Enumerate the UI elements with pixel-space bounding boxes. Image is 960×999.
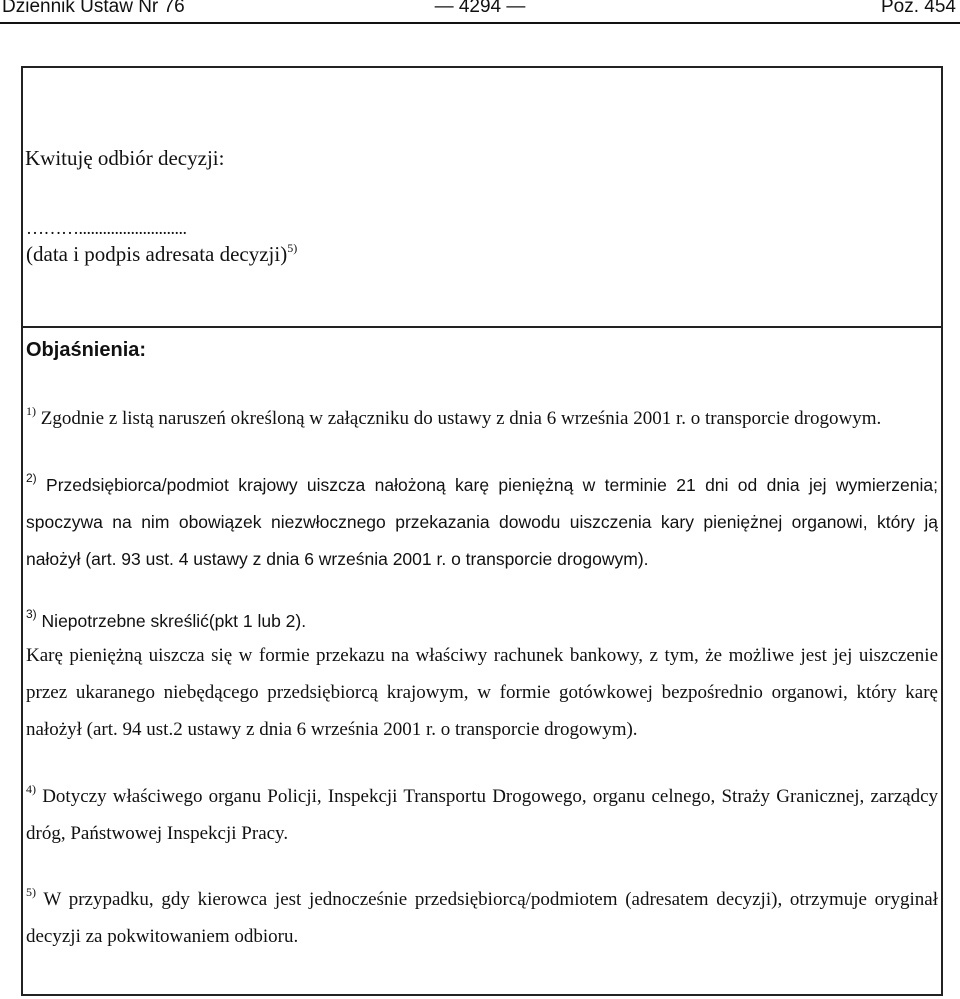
position-number: Poz. 454 — [881, 0, 956, 17]
journal-title: Dziennik Ustaw Nr 76 — [2, 0, 185, 17]
note-1-text: Zgodnie z listą naruszeń określoną w załączniku do ustawy z dnia 6 września 2001 r. o transporcie drogowym. — [40, 408, 882, 429]
note-2-ref: 2) — [26, 471, 37, 485]
note-4-text: Dotyczy właściwego organu Policji, Inspekcji Transportu Drogowego, organu celnego, Straży Granicznej, zarządcy dróg, Państwowej Inspekcji Pracy. — [26, 786, 938, 844]
signature-label-text: (data i podpis adresata decyzji) — [26, 242, 288, 266]
page-header — [0, 0, 960, 24]
note-3 — [26, 603, 938, 640]
note-4-ref: 4) — [26, 782, 36, 796]
note-2 — [26, 467, 938, 578]
note-5 — [26, 881, 938, 955]
explanations-title: Objaśnienia: — [26, 339, 147, 361]
section-divider — [21, 326, 943, 328]
page-number: — 4294 — — [434, 0, 526, 17]
note-5-ref: 5) — [26, 885, 36, 899]
receipt-title: Kwituję odbiór decyzji: — [25, 146, 225, 170]
note-1 — [26, 400, 938, 437]
note-2-text: Przedsiębiorca/podmiot krajowy uiszcza nałożoną karę pieniężną w terminie 21 dni od dnia jej wymierzenia; spoczywa na nim obowiązek niezwłocznego przekazania dowodu uiszczenia kary pieniężnej organowi, który ją nałożył (art. 93 ust. 4 ustawy z dnia 6 września 2001 r. o transporcie drogowym). — [26, 475, 938, 569]
note-3-ref: 3) — [26, 607, 37, 621]
note-3-text: Niepotrzebne skreślić(pkt 1 lub 2). — [41, 611, 307, 631]
footnote-ref: 5) — [287, 241, 298, 255]
note-4 — [26, 778, 938, 852]
note-1-ref: 1) — [26, 404, 36, 418]
note-5-text: W przypadku, gdy kierowca jest jednocześnie przedsiębiorcą/podmiotem (adresatem decyzji), otrzymuje oryginał decyzji za pokwitowaniem odbioru. — [26, 889, 938, 947]
signature-label — [26, 242, 297, 267]
signature-dots: ………........................... — [26, 218, 187, 238]
note-3-continuation: Karę pieniężną uiszcza się w formie przekazu na właściwy rachunek bankowy, z tym, że możliwe jest jej uiszczenie przez ukaranego niebędącego przedsiębiorcą krajowym, w formie gotówkowej bezpośrednio organowi, który karę nałożył (art. 94 ust.2 ustawy z dnia 6 września 2001 r. o transporcie drogowym). — [26, 645, 938, 740]
